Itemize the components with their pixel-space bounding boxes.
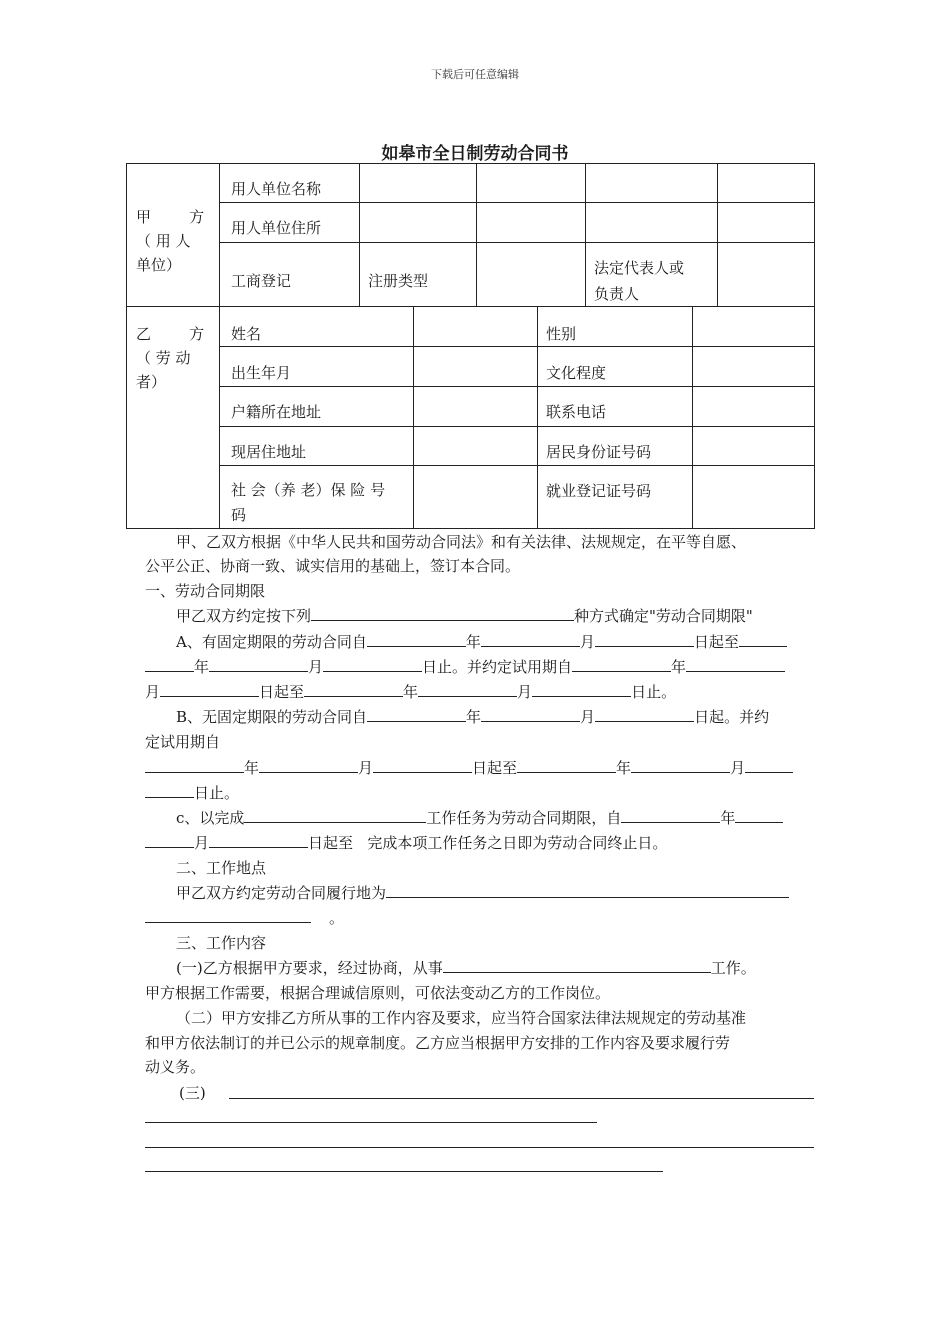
current-address-label: 现居住地址 xyxy=(231,443,307,461)
employer-name-label: 用人单位名称 xyxy=(231,180,322,198)
work-content-line-1 xyxy=(176,956,756,980)
month-word: 月 xyxy=(308,658,324,676)
option-a-line-2 xyxy=(145,655,785,679)
option-c-prefix: c、以完成 xyxy=(176,809,245,827)
party-a-label xyxy=(136,205,204,277)
party-b-label xyxy=(136,322,204,394)
term-method-text-b: 种方式确定"劳动合同期限" xyxy=(574,607,753,625)
task-blank[interactable] xyxy=(244,806,426,823)
legal-rep-label-line2: 负责人 xyxy=(594,285,640,303)
date-blank[interactable] xyxy=(631,756,730,773)
work-content-line-2: 甲方根据工作需要，根据合理诚信原则，可依法变动乙方的工作岗位。 xyxy=(145,984,611,1002)
section-2-title: 二、工作地点 xyxy=(176,859,267,877)
insurance-label xyxy=(231,478,385,528)
date-blank[interactable] xyxy=(532,680,631,697)
year-word: 年 xyxy=(466,708,482,726)
work-location-line-2 xyxy=(145,906,344,930)
option-a-line-1 xyxy=(176,630,787,654)
day-end-word: 日止。 xyxy=(631,683,677,701)
date-blank[interactable] xyxy=(145,781,194,798)
insurance-label-line2: 码 xyxy=(231,506,247,524)
term-method-blank[interactable] xyxy=(311,604,574,621)
month-word: 月 xyxy=(580,708,596,726)
work-location-text: 甲乙双方约定劳动合同履行地为 xyxy=(176,884,387,902)
household-address-label: 户籍所在地址 xyxy=(231,403,322,421)
option-c-mid: 工作任务为劳动合同期限，自 xyxy=(426,809,622,827)
year-word: 年 xyxy=(244,759,260,777)
blank-line[interactable] xyxy=(145,1171,663,1172)
date-blank[interactable] xyxy=(745,756,793,773)
month-word: 月 xyxy=(517,683,533,701)
date-blank[interactable] xyxy=(595,705,694,722)
blank-line[interactable] xyxy=(229,1098,814,1099)
option-b-line-4 xyxy=(145,781,239,805)
party-a-label-line1: 甲 方 xyxy=(136,208,205,226)
insurance-label-line1: 社 会（养 老）保 险 号 xyxy=(231,481,386,499)
birth-label: 出生年月 xyxy=(231,364,292,382)
date-blank[interactable] xyxy=(572,655,671,672)
work-content-1b: 工作。 xyxy=(710,959,756,977)
work-location-line xyxy=(176,881,789,905)
period-mark: 。 xyxy=(329,909,345,927)
option-b-line-3 xyxy=(145,756,793,780)
legal-rep-label-line1: 法定代表人或 xyxy=(594,259,685,277)
blank-line[interactable] xyxy=(145,1147,814,1148)
work-location-blank[interactable] xyxy=(386,881,789,898)
work-content-line-4: 和甲方依法制订的并已公示的规章制度。乙方应当根据甲方安排的工作内容及要求履行劳 xyxy=(145,1034,731,1052)
phone-label: 联系电话 xyxy=(546,403,607,421)
month-word: 月 xyxy=(730,759,746,777)
year-word: 年 xyxy=(194,658,210,676)
date-blank[interactable] xyxy=(145,831,194,848)
employment-reg-label: 就业登记证号码 xyxy=(546,482,652,500)
month-word: 月 xyxy=(579,633,595,651)
option-b-prefix: B、无固定期限的劳动合同自 xyxy=(176,708,368,726)
section-3-title: 三、工作内容 xyxy=(176,934,267,952)
date-blank[interactable] xyxy=(367,705,466,722)
date-blank[interactable] xyxy=(160,680,259,697)
option-c-line-2 xyxy=(145,831,667,855)
option-b-line-2: 定试用期自 xyxy=(145,733,221,751)
year-word: 年 xyxy=(465,633,481,651)
date-blank[interactable] xyxy=(367,630,466,647)
party-b-label-line3: 者） xyxy=(136,373,167,391)
date-blank[interactable] xyxy=(517,756,616,773)
work-type-blank[interactable] xyxy=(443,956,711,973)
blank-line[interactable] xyxy=(145,1122,597,1123)
date-blank[interactable] xyxy=(418,680,517,697)
day-from-to-word: 日起至 xyxy=(693,633,739,651)
work-content-line-5: 动义务。 xyxy=(145,1058,206,1076)
date-blank[interactable] xyxy=(304,680,403,697)
business-registration-label: 工商登记 xyxy=(231,272,292,290)
day-from-to-word: 日起至 xyxy=(472,759,518,777)
year-word: 年 xyxy=(671,658,687,676)
party-a-label-line3: 单位） xyxy=(136,256,182,274)
date-blank[interactable] xyxy=(481,705,580,722)
employer-address-label: 用人单位住所 xyxy=(231,219,322,237)
option-a-line-3 xyxy=(145,680,676,704)
party-b-label-line1: 乙 方 xyxy=(136,325,205,343)
date-blank[interactable] xyxy=(145,655,194,672)
option-b-line-1 xyxy=(176,705,769,729)
month-word: 月 xyxy=(194,834,210,852)
date-blank[interactable] xyxy=(323,655,422,672)
date-blank[interactable] xyxy=(259,756,358,773)
option-a-prefix: A、有固定期限的劳动合同自 xyxy=(176,633,367,651)
option-c-line-1 xyxy=(176,806,783,830)
term-method-line xyxy=(176,604,753,628)
day-from-to-word: 日起至 xyxy=(259,683,305,701)
date-blank[interactable] xyxy=(481,630,580,647)
day-end-probation-word: 日止。并约定试用期自 xyxy=(422,658,573,676)
party-a-label-line2: （ 用 人 xyxy=(136,232,191,250)
gender-label: 性别 xyxy=(546,325,577,343)
date-blank[interactable] xyxy=(735,806,783,823)
intro-line-1: 甲、乙双方根据《中华人民共和国劳动合同法》和有关法律、法规规定，在平等自愿、 xyxy=(176,533,747,551)
date-blank[interactable] xyxy=(373,756,472,773)
day-end-word: 日止。 xyxy=(194,784,240,802)
term-method-text-a: 甲乙双方约定按下列 xyxy=(176,607,312,625)
work-content-line-3: （二）甲方安排乙方所从事的工作内容及要求，应当符合国家法律法规规定的劳动基准 xyxy=(176,1009,747,1027)
registration-type-label: 注册类型 xyxy=(368,272,429,290)
month-word: 月 xyxy=(358,759,374,777)
work-content-1a: (一)乙方根据甲方要求，经过协商，从事 xyxy=(176,959,443,977)
intro-line-2: 公平公正、协商一致、诚实信用的基础上，签订本合同。 xyxy=(145,557,521,575)
work-location-blank-2[interactable] xyxy=(145,906,311,923)
header-note: 下载后可任意编辑 xyxy=(431,68,519,81)
year-word: 年 xyxy=(720,809,736,827)
document-title: 如皋市全日制劳动合同书 xyxy=(381,144,569,164)
option-c-end: 日起至 完成本项工作任务之日即为劳动合同终止日。 xyxy=(308,834,668,852)
month-word: 月 xyxy=(145,683,161,701)
section-1-title: 一、劳动合同期限 xyxy=(145,582,266,600)
option-b-suffix: 日起。并约 xyxy=(694,708,770,726)
date-blank[interactable] xyxy=(621,806,720,823)
date-blank[interactable] xyxy=(209,831,308,848)
id-number-label: 居民身份证号码 xyxy=(546,443,652,461)
date-blank[interactable] xyxy=(145,756,244,773)
date-blank[interactable] xyxy=(739,630,787,647)
work-content-item-3-label: (三) xyxy=(179,1084,206,1102)
year-word: 年 xyxy=(403,683,419,701)
year-word: 年 xyxy=(616,759,632,777)
date-blank[interactable] xyxy=(686,655,785,672)
legal-rep-label xyxy=(594,255,684,307)
party-b-label-line2: （ 劳 动 xyxy=(136,349,191,367)
date-blank[interactable] xyxy=(595,630,694,647)
worker-name-label: 姓名 xyxy=(231,325,262,343)
education-label: 文化程度 xyxy=(546,364,607,382)
date-blank[interactable] xyxy=(209,655,308,672)
